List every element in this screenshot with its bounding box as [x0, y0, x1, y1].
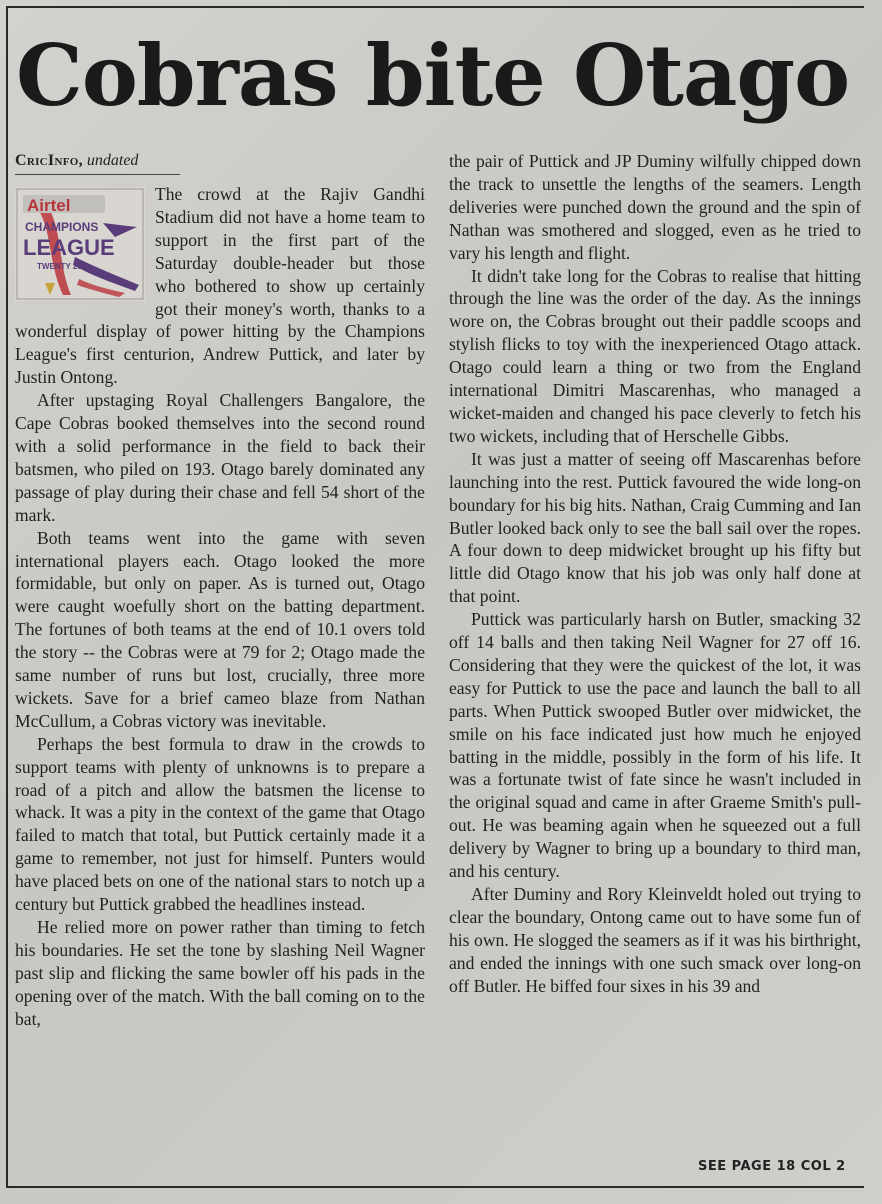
logo-line3: TWENTY 20: [37, 262, 82, 271]
paragraph: The crowd at the Rajiv Gandhi Stadium did not have a home team to support in the first part of the Saturday double-header but those who bothered to show up certainly got their money's worth, thanks to a wonderful display of power hitting by the Champions League's first centurion, Andrew Puttick, and later by Justin Ontong.: [15, 184, 425, 388]
left-rule: [6, 6, 8, 1186]
paragraph: Both teams went into the game with seven international players each. Otago looked the more formidable, but only on paper. As is turned out, Otago were caught woefully short on the batting department. The fortunes of both teams at the end of 10.1 overs told the story -- the Cobras were at 79 for 2; Otago made the same number of runs but lost, crucially, three more wickets. Save for a brief cameo blaze from Nathan McCullum, a Cobras victory was inevitable.: [15, 527, 425, 731]
right-column: [449, 150, 861, 998]
paragraph: It was just a matter of seeing off Mascarenhas before launching into the rest. Puttick favoured the wide long-on boundary for his big hits. Nathan, Craig Cumming and Ian Butler looked back only to see the ball sail over the ropes. A four down to deep midwicket brought up his fifty but little did Otago know that his job was only half done at that point.: [449, 448, 861, 607]
paragraph: It didn't take long for the Cobras to realise that hitting through the line was the order of the day. As the innings wore on, the Cobras brought out their paddle scoops and stylish flicks to toy with the inexperienced Otago attack. Otago could learn a thing or two from the England international Dimitri Mascarenhas, who managed a wicket-maiden and changed his pace cleverly to fetch his two wickets, including that of Herschelle Gibbs.: [449, 265, 861, 446]
bottom-rule: [6, 1186, 864, 1188]
paragraph: After upstaging Royal Challengers Bangalore, the Cape Cobras booked themselves into the second round with a solid performance in the field to back their batsmen, who piled on 193. Otago barely dominated any passage of play during their chase and fell 54 short of the mark.: [15, 390, 425, 525]
logo-graphic: [15, 187, 145, 301]
byline-date: undated: [86, 152, 139, 169]
paragraph: Perhaps the best formula to draw in the crowds to support teams with plenty of unknowns is to prepare a road of a pitch and allow the batsmen the license to whack. It was a pity in the context of the game that Otago failed to match that total, but Puttick certainly made it a game to remember, not just for himself. Punters would have placed bets on one of the national stars to notch up a century but Puttick grabbed the headlines instead.: [15, 733, 425, 915]
paragraph: After Duminy and Rory Kleinveldt holed out trying to clear the boundary, Ontong came out to have some fun of his own. He slogged the seamers as if it was his birthright, and ended the innings with one such smack over long-on off Butler. He biffed four sixes in his 39 and: [449, 884, 861, 996]
headline: Cobras bite Otago: [16, 26, 850, 125]
continuation-note: SEE PAGE 18 COL 2: [698, 1159, 846, 1174]
top-rule: [6, 6, 864, 8]
paragraph: He relied more on power rather than timing to fetch his boundaries. He set the tone by slashing Neil Wagner past slip and flicking the same bowler off his pads in the opening over of the match. With the ball coming on to the bat,: [15, 917, 425, 1029]
champions-league-logo: [15, 187, 145, 301]
logo-line2: LEAGUE: [23, 235, 115, 260]
paragraph: Puttick was particularly harsh on Butler, smacking 32 off 14 balls and then taking Neil Wagner for 27 off 16. Considering that they were the quickest of the lot, it was easy for Puttick to use the pace and launch the ball to all parts. When Puttick swooped Butler over midwicket, the smile on his face indicated just how much he enjoyed batting in the middle, possibly in the form of his life. It was a fortunate twist of fate since he wasn't included in the original squad and came in after Graeme Smith's pull-out. He was beaming again when he squeezed out a full delivery by Wagner to bring up a boundary to third man, and his century.: [449, 609, 861, 882]
paragraph: the pair of Puttick and JP Duminy wilfully chipped down the track to unsettle the lengths of the seamers. Length deliveries were punched down the ground and the spin of Nathan was smothered and slogged, even as he tried to vary his length and flight.: [449, 151, 861, 263]
left-column: [15, 150, 425, 1031]
logo-brand: Airtel: [27, 196, 71, 215]
byline: [15, 150, 180, 175]
logo-line1: CHAMPIONS: [25, 220, 99, 234]
byline-source: CricInfo,: [15, 152, 83, 169]
